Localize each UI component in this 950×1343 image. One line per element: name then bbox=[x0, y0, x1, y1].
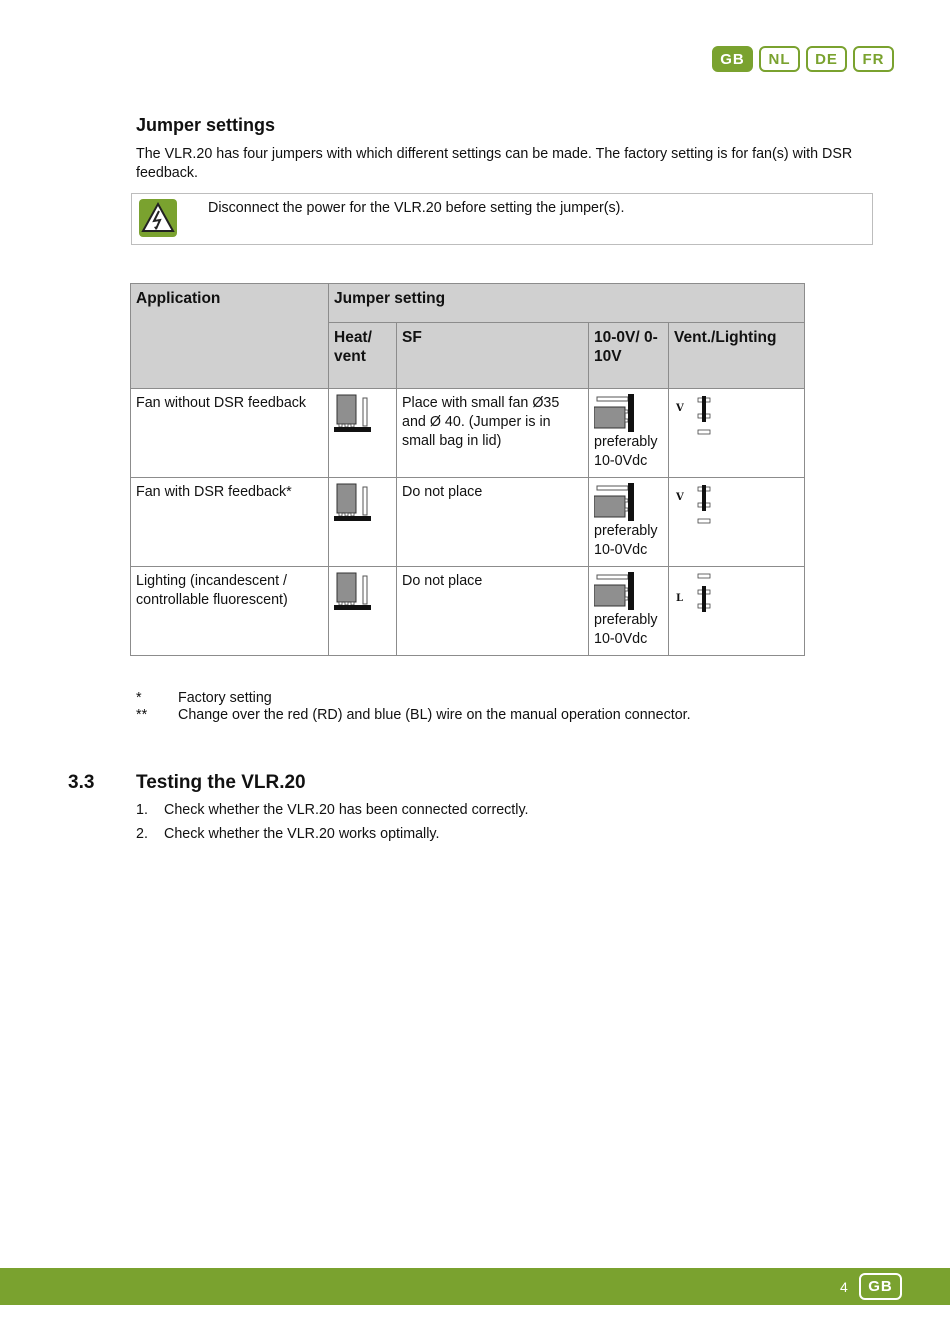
volt-jumper-diagram bbox=[594, 572, 638, 612]
header-application: Application bbox=[131, 284, 329, 389]
section-heading: Jumper settings bbox=[136, 115, 276, 135]
header-sf: SF bbox=[397, 323, 589, 389]
page-number: 4 bbox=[840, 1279, 848, 1295]
warning-text: Disconnect the power for the VLR.20 before setting the jumper(s). bbox=[208, 200, 625, 216]
volt-cell bbox=[589, 478, 669, 567]
section-title: Testing the VLR.20 bbox=[136, 772, 306, 793]
sf-cell: Do not place bbox=[397, 478, 589, 567]
footnote-text: Change over the red (RD) and blue (BL) wire on the manual operation connector. bbox=[178, 707, 691, 723]
volt-jumper-diagram bbox=[594, 483, 638, 523]
footnote-text: Factory setting bbox=[178, 690, 272, 706]
table-row bbox=[131, 389, 805, 478]
step-text: Check whether the VLR.20 has been connected correctly. bbox=[164, 802, 529, 818]
heat-vent-jumper-diagram bbox=[329, 389, 397, 478]
intro-paragraph: The VLR.20 has four jumpers with which different settings can be made. The factory setting is for fan(s) with DSR feedback. bbox=[136, 146, 853, 181]
table-row bbox=[131, 478, 805, 567]
lang-tab-gb[interactable]: GB bbox=[712, 46, 753, 72]
steps-list bbox=[136, 802, 529, 850]
step-number: 1. bbox=[136, 802, 148, 818]
step-number: 2. bbox=[136, 826, 148, 842]
high-voltage-icon bbox=[139, 199, 177, 237]
footnotes bbox=[136, 690, 691, 724]
list-item bbox=[136, 802, 529, 826]
table-row bbox=[131, 567, 805, 656]
application-cell: Fan with DSR feedback* bbox=[131, 478, 329, 567]
application-cell: Lighting (incandescent / controllable fluorescent) bbox=[131, 567, 329, 656]
lang-tab-de[interactable]: DE bbox=[806, 46, 847, 72]
header-volt: 10-0V/ 0-10V bbox=[589, 323, 669, 389]
volt-note: preferably 10-0Vdc bbox=[594, 612, 658, 647]
step-text: Check whether the VLR.20 works optimally. bbox=[164, 826, 440, 842]
sf-cell: Do not place bbox=[397, 567, 589, 656]
vent-letter: V bbox=[676, 492, 684, 503]
footer-bar bbox=[0, 1268, 950, 1305]
footnote bbox=[136, 707, 691, 724]
warning-box bbox=[131, 193, 873, 245]
volt-jumper-diagram bbox=[594, 394, 638, 434]
application-cell: Fan without DSR feedback bbox=[131, 389, 329, 478]
header-heat-vent: Heat/ vent bbox=[329, 323, 397, 389]
vent-lighting-jumper-diagram bbox=[674, 394, 720, 438]
lang-tab-fr[interactable]: FR bbox=[853, 46, 894, 72]
vent-lighting-cell bbox=[669, 567, 805, 656]
heat-vent-jumper-diagram bbox=[329, 478, 397, 567]
vent-lighting-cell bbox=[669, 389, 805, 478]
volt-cell bbox=[589, 567, 669, 656]
vent-lighting-jumper-diagram bbox=[674, 572, 720, 616]
footnote bbox=[136, 690, 691, 707]
language-tabs bbox=[712, 46, 894, 72]
volt-cell bbox=[589, 389, 669, 478]
footnote-mark: * bbox=[136, 690, 142, 706]
vent-lighting-jumper-diagram bbox=[674, 483, 720, 527]
jumper-table bbox=[130, 283, 805, 656]
volt-note: preferably 10-0Vdc bbox=[594, 523, 658, 558]
vent-letter: V bbox=[676, 403, 684, 414]
section-number: 3.3 bbox=[68, 772, 95, 793]
volt-note: preferably 10-0Vdc bbox=[594, 434, 658, 469]
vent-lighting-cell bbox=[669, 478, 805, 567]
footer-lang-tab: GB bbox=[859, 1273, 902, 1300]
heat-vent-jumper-diagram bbox=[329, 567, 397, 656]
sf-cell: Place with small fan Ø35 and Ø 40. (Jumper is in small bag in lid) bbox=[397, 389, 589, 478]
header-vent-lighting: Vent./Lighting bbox=[669, 323, 805, 389]
header-jumper-setting: Jumper setting bbox=[329, 284, 805, 323]
vent-letter: L bbox=[676, 593, 684, 604]
footnote-mark: ** bbox=[136, 707, 148, 723]
list-item bbox=[136, 826, 529, 850]
lang-tab-nl[interactable]: NL bbox=[759, 46, 800, 72]
